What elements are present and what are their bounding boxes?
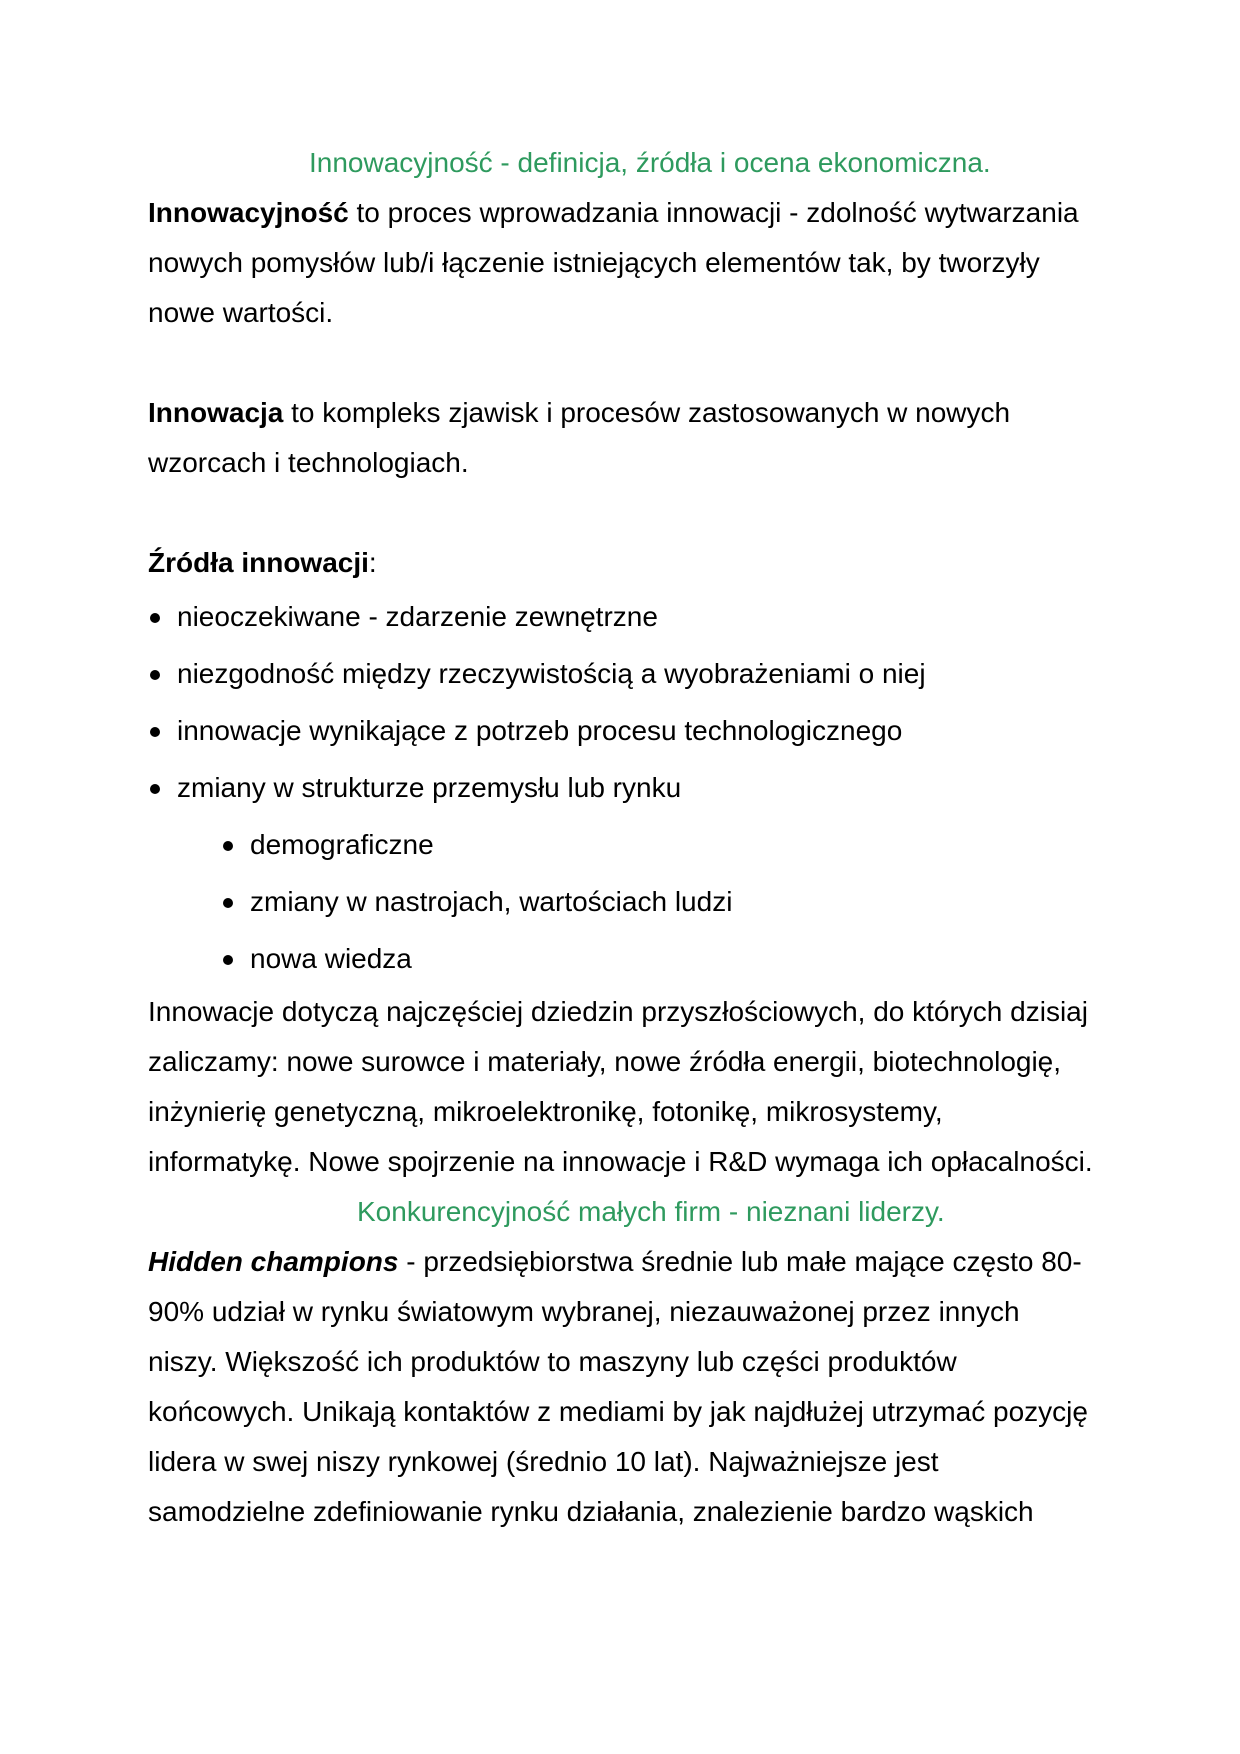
sublist-item xyxy=(148,873,1093,930)
list-item xyxy=(148,702,1093,759)
bullet-icon xyxy=(223,898,233,908)
subsources-list xyxy=(148,816,1093,987)
document-body xyxy=(148,138,1093,1537)
list-item xyxy=(148,588,1093,645)
sublist-item-text: nowa wiedza xyxy=(250,943,412,974)
definition-text-innowacyjnosc: to proces wprowadzania innowacji - zdolność wytwarzania nowych pomysłów lub/i łączenie istniejących elementów tak, by tworzyły nowe wartości. xyxy=(148,197,1079,328)
term-innowacja: Innowacja xyxy=(148,397,284,428)
list-item-text: innowacje wynikające z potrzeb procesu technologicznego xyxy=(177,715,903,746)
term-innowacyjnosc: Innowacyjność xyxy=(148,197,349,228)
sublist-item xyxy=(148,930,1093,987)
term-hidden-champions: Hidden champions xyxy=(148,1246,399,1277)
definition-text-innowacja: to kompleks zjawisk i procesów zastosowanych w nowych wzorcach i technologiach. xyxy=(148,397,1011,478)
sources-title xyxy=(148,538,1093,588)
sublist-item-text: zmiany w nastrojach, wartościach ludzi xyxy=(250,886,733,917)
bullet-icon xyxy=(150,784,160,794)
bullet-icon xyxy=(150,613,160,623)
list-item-text: nieoczekiwane - zdarzenie zewnętrzne xyxy=(177,601,658,632)
definition-innowacyjnosc xyxy=(148,188,1093,338)
sources-list xyxy=(148,588,1093,816)
paragraph-spacer xyxy=(148,338,1093,388)
bullet-icon xyxy=(150,727,160,737)
list-item xyxy=(148,645,1093,702)
list-item-text: niezgodność między rzeczywistością a wyobrażeniami o niej xyxy=(177,658,926,689)
sources-title-text: Źródła innowacji xyxy=(148,547,369,578)
section-heading-innowacyjnosc: Innowacyjność - definicja, źródła i ocena ekonomiczna. xyxy=(309,147,991,178)
hidden-champions-text: - przedsiębiorstwa średnie lub małe mające często 80-90% udział w rynku światowym wybranej, niezauważonej przez innych niszy. Większość ich produktów to maszyny lub części produktów końcowych. Unikają kontaktów z mediami by jak najdłużej utrzymać pozycję lidera w swej niszy rynkowej (średnio 10 lat). Najważniejsze jest samodzielne zdefiniowanie rynku działania, znalezienie bardzo wąskich xyxy=(148,1246,1088,1527)
hidden-champions-paragraph xyxy=(148,1237,1093,1537)
bullet-icon xyxy=(150,670,160,680)
innovation-fields-paragraph: Innowacje dotyczą najczęściej dziedzin przyszłościowych, do których dzisiaj zaliczamy: nowe surowce i materiały, nowe źródła energii, biotechnologię, inżynierię genetyczną, mikroelektronikę, fotonikę, mikrosystemy, informatykę. Nowe spojrzenie na innowacje i R&D wymaga ich opłacalności. xyxy=(148,996,1093,1177)
bullet-icon xyxy=(223,841,233,851)
list-item-text: zmiany w strukturze przemysłu lub rynku xyxy=(177,772,682,803)
sublist-item-text: demograficzne xyxy=(250,829,434,860)
sublist-item xyxy=(148,816,1093,873)
definition-innowacja xyxy=(148,388,1093,488)
paragraph-spacer xyxy=(148,488,1093,538)
list-item xyxy=(148,759,1093,816)
section-heading-konkurencyjnosc: Konkurencyjność małych firm - nieznani liderzy. xyxy=(357,1196,945,1227)
bullet-icon xyxy=(223,955,233,965)
sources-title-colon: : xyxy=(368,547,377,578)
